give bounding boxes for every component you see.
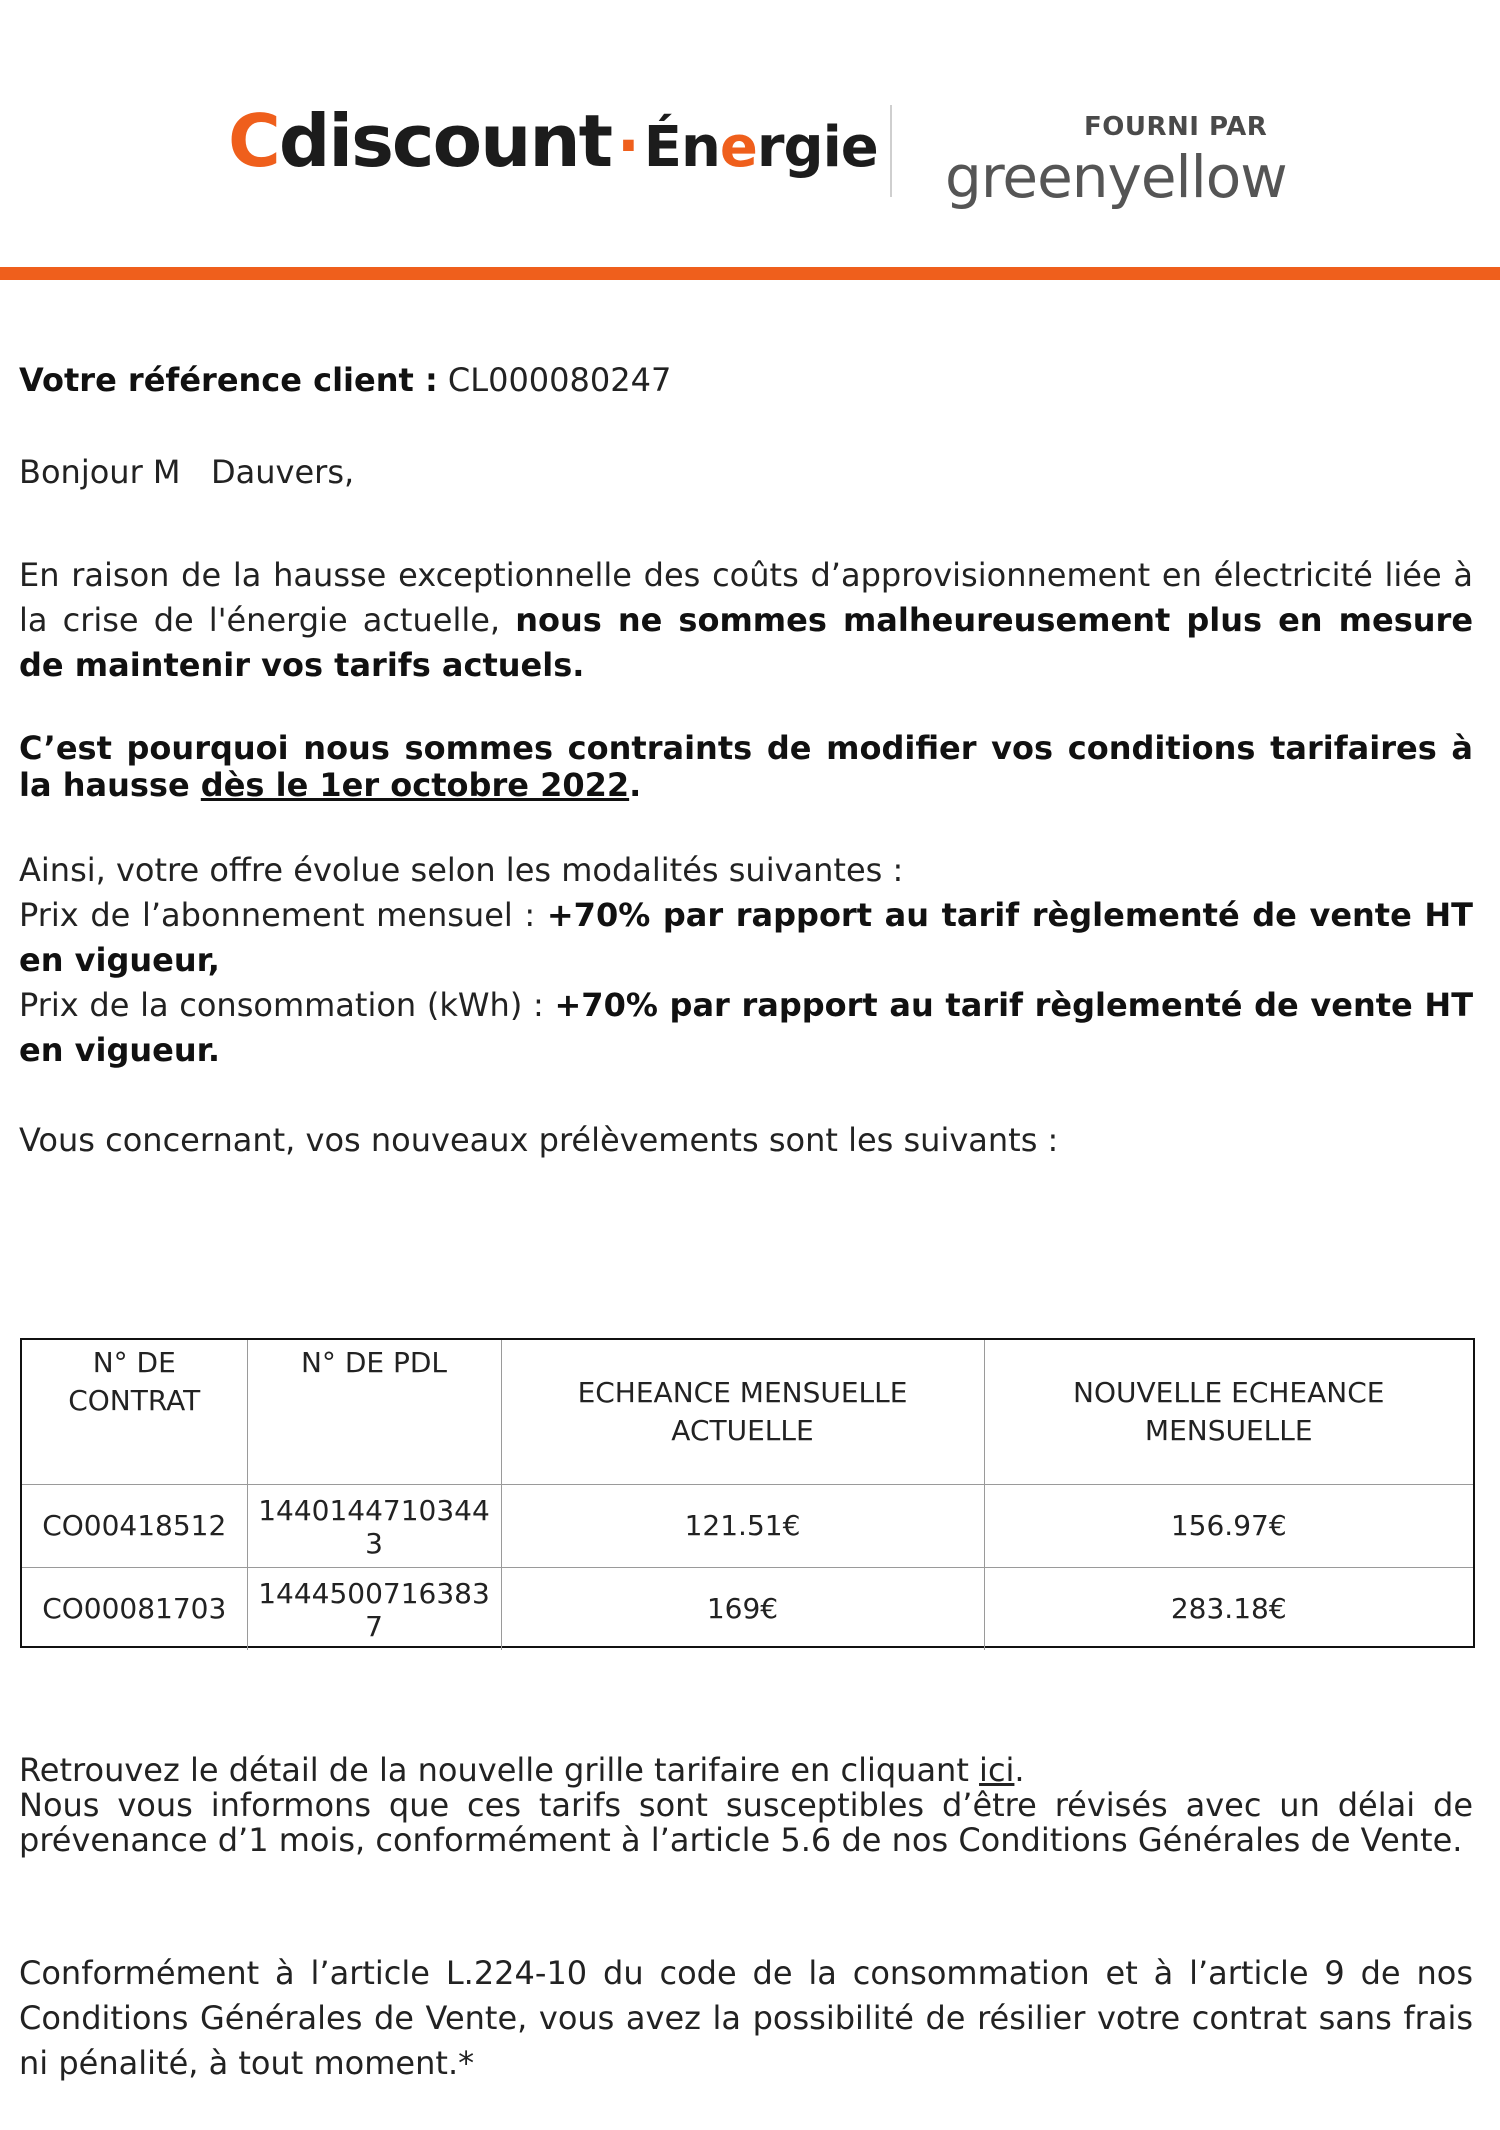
new-payment: 283.18€	[984, 1567, 1473, 1650]
greenyellow-logo: greenyellow	[945, 143, 1287, 211]
payments-intro: Vous concernant, vos nouveaux prélèvements sont les suivants :	[19, 1121, 1059, 1159]
tariff-grid-link[interactable]: ici	[979, 1751, 1015, 1789]
consumption-price-term: Prix de la consommation (kWh) : +70% par rapport au tarif règlementé de vente HT en vigueur.	[19, 986, 1474, 1069]
logo-word-energie: Énergie	[643, 115, 878, 180]
offer-terms-intro: Ainsi, votre offre évolue selon les modalités suivantes :	[19, 851, 904, 889]
pdl-number: 14401447103443	[247, 1484, 501, 1567]
provided-by-label: FOURNI PAR	[1084, 112, 1268, 142]
current-payment: 169€	[501, 1567, 984, 1650]
payments-table	[20, 1338, 1475, 1648]
cdiscount-energie-logo	[228, 99, 878, 183]
pdl-number: 14445007163837	[247, 1567, 501, 1650]
price-change-notice: C’est pourquoi nous sommes contraints de modifier vos conditions tarifaires à la hausse dès le 1er octobre 2022.	[19, 729, 1473, 804]
logo-dot: ·	[617, 111, 638, 181]
cancellation-rights: Conformément à l’article L.224-10 du code de la consommation et à l’article 9 de nos Conditions Générales de Vente, vous avez la possibilité de résilier votre contrat sans frais ni pénalité, à tout moment.*	[19, 1954, 1473, 2082]
revision-notice: Nous vous informons que ces tarifs sont susceptibles d’être révisés avec un délai de prévenance d’1 mois, conformément à l’article 5.6 de nos Conditions Générales de Vente.	[19, 1786, 1473, 1859]
table-row	[22, 1484, 1473, 1567]
header-contract-number: N° DE CONTRAT	[22, 1340, 247, 1484]
contract-number: CO00081703	[22, 1567, 247, 1650]
tariff-details	[19, 1753, 1473, 1858]
price-increase-reason: En raison de la hausse exceptionnelle des coûts d’approvisionnement en électricité liée à la crise de l'énergie actuelle, nous ne sommes malheureusement plus en mesure de maintenir vos tarifs actuels.	[19, 556, 1474, 684]
logo-word-discount: discount	[278, 99, 611, 183]
effective-date: dès le 1er octobre 2022	[200, 766, 630, 804]
table-header-row	[22, 1340, 1473, 1484]
header-current-payment: ECHEANCE MENSUELLE ACTUELLE	[501, 1340, 984, 1484]
email-header	[0, 0, 1500, 270]
table-row	[22, 1567, 1473, 1650]
greeting: Bonjour M Dauvers,	[19, 453, 355, 491]
customer-reference	[19, 358, 1473, 403]
current-payment: 121.51€	[501, 1484, 984, 1567]
tariff-grid-line: Retrouvez le détail de la nouvelle grille tarifaire en cliquant ici.	[19, 1751, 1025, 1789]
header-pdl-number: N° DE PDL	[247, 1340, 501, 1484]
reference-value: CL000080247	[447, 361, 672, 399]
subscription-price-term: Prix de l’abonnement mensuel : +70% par rapport au tarif règlementé de vente HT en vigueur,	[19, 896, 1474, 979]
reference-label: Votre référence client :	[19, 361, 438, 399]
logo-divider	[890, 105, 892, 197]
new-payment: 156.97€	[984, 1484, 1473, 1567]
logo-letter-c: C	[228, 99, 279, 183]
contract-number: CO00418512	[22, 1484, 247, 1567]
offer-terms	[19, 848, 1473, 1073]
header-new-payment: NOUVELLE ECHEANCE MENSUELLE	[984, 1340, 1473, 1484]
header-accent-bar	[0, 267, 1500, 280]
